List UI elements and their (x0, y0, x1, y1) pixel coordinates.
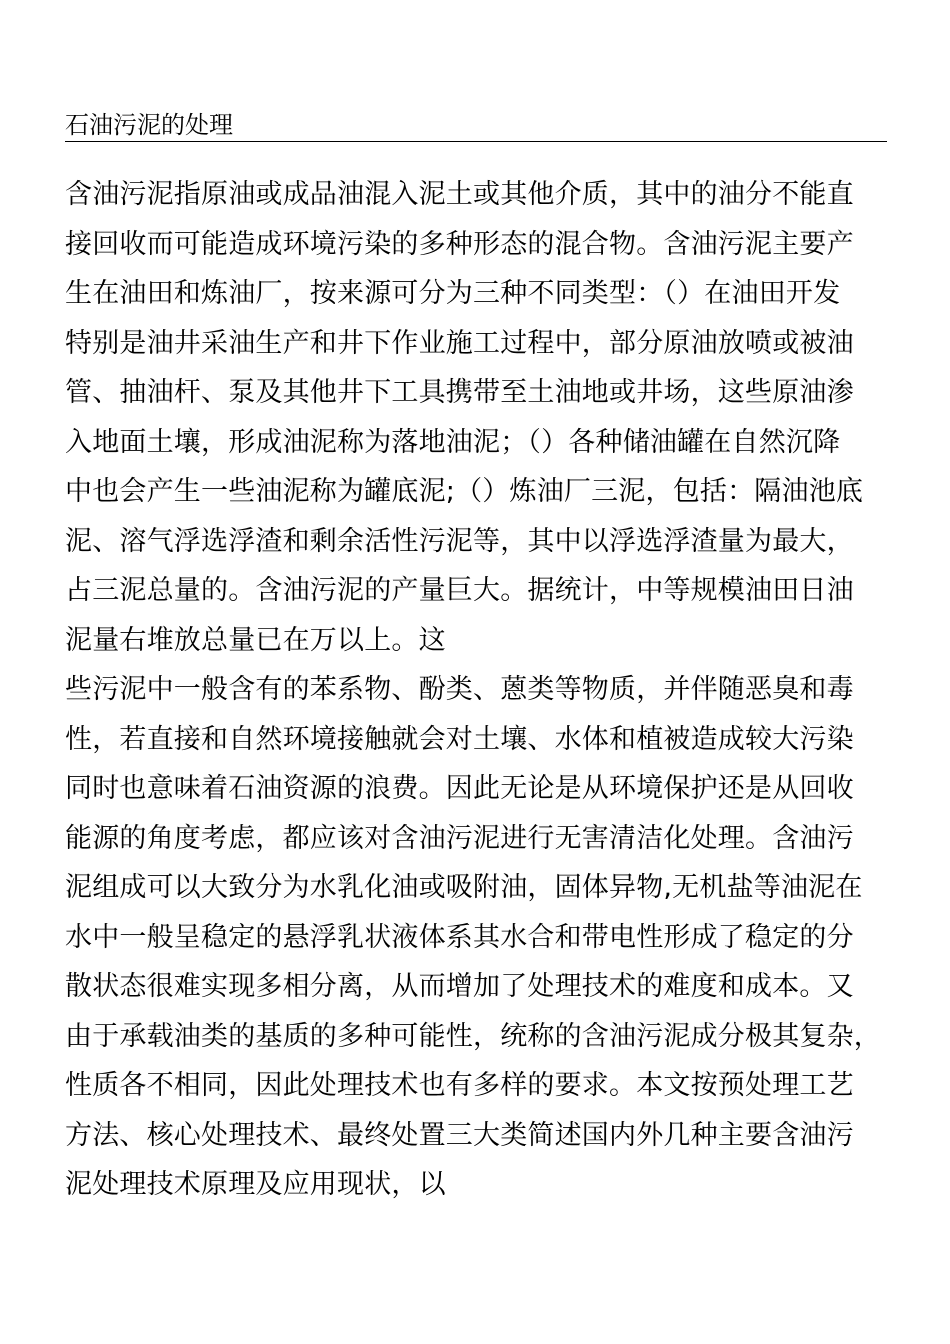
body-line: 些污泥中一般含有的苯系物、酚类、蒽类等物质，并伴随恶臭和毒 (65, 674, 854, 705)
body-line: 性，若直接和自然环境接触就会对土壤、水体和植被造成较大污染 (65, 723, 854, 755)
body-line: 管、抽油杆、泵及其他井下工具携带至土油地或井场，这些原油渗 (65, 377, 854, 408)
body-line: 中也会产生一些油泥称为罐底泥;（）炼油厂三泥，包括：隔油池底 (65, 476, 864, 507)
body-line: 由于承载油类的基质的多种可能性，统称的含油污泥成分极其复杂， (65, 1020, 881, 1052)
body-line: 生在油田和炼油厂，按来源可分为三种不同类型：（）在油田开发 (65, 278, 841, 309)
body-line: 含油污泥指原油或成品油混入泥土或其他介质，其中的油分不能直 (65, 179, 854, 210)
body-line: 散状态很难实现多相分离，从而增加了处理技术的难度和成本。又 (65, 971, 854, 1002)
document-body (65, 170, 895, 1210)
body-line: 入地面土壤，形成油泥称为落地油泥；（）各种储油罐在自然沉降 (65, 426, 841, 458)
body-line: 方法、核心处理技术、最终处置三大类简述国内外几种主要含油污 (65, 1119, 854, 1151)
body-line: 泥处理技术原理及应用现状，以 (65, 1169, 446, 1200)
body-line: 特别是油井采油生产和井下作业施工过程中，部分原油放喷或被油 (65, 327, 854, 359)
body-line: 泥组成可以大致分为水乳化油或吸附油，固体异物,无机盐等油泥在 (65, 872, 863, 903)
body-line: 占三泥总量的。含油污泥的产量巨大。据统计，中等规模油田日油 (65, 575, 854, 606)
document-header (65, 108, 887, 142)
body-line: 水中一般呈稳定的悬浮乳状液体系其水合和带电性形成了稳定的分 (65, 921, 854, 953)
document-title: 石油污泥的处理 (65, 111, 233, 139)
body-line: 泥量右堆放总量已在万以上。这 (65, 624, 446, 656)
body-line: 泥、溶气浮选浮渣和剩余活性污泥等，其中以浮选浮渣量为最大， (65, 525, 854, 557)
body-line: 同时也意味着石油资源的浪费。因此无论是从环境保护还是从回收 (65, 773, 854, 804)
body-line: 能源的角度考虑，都应该对含油污泥进行无害清洁化处理。含油污 (65, 822, 854, 854)
body-line: 接回收而可能造成环境污染的多种形态的混合物。含油污泥主要产 (65, 228, 854, 260)
body-line: 性质各不相同，因此处理技术也有多样的要求。本文按预处理工艺 (65, 1070, 854, 1101)
